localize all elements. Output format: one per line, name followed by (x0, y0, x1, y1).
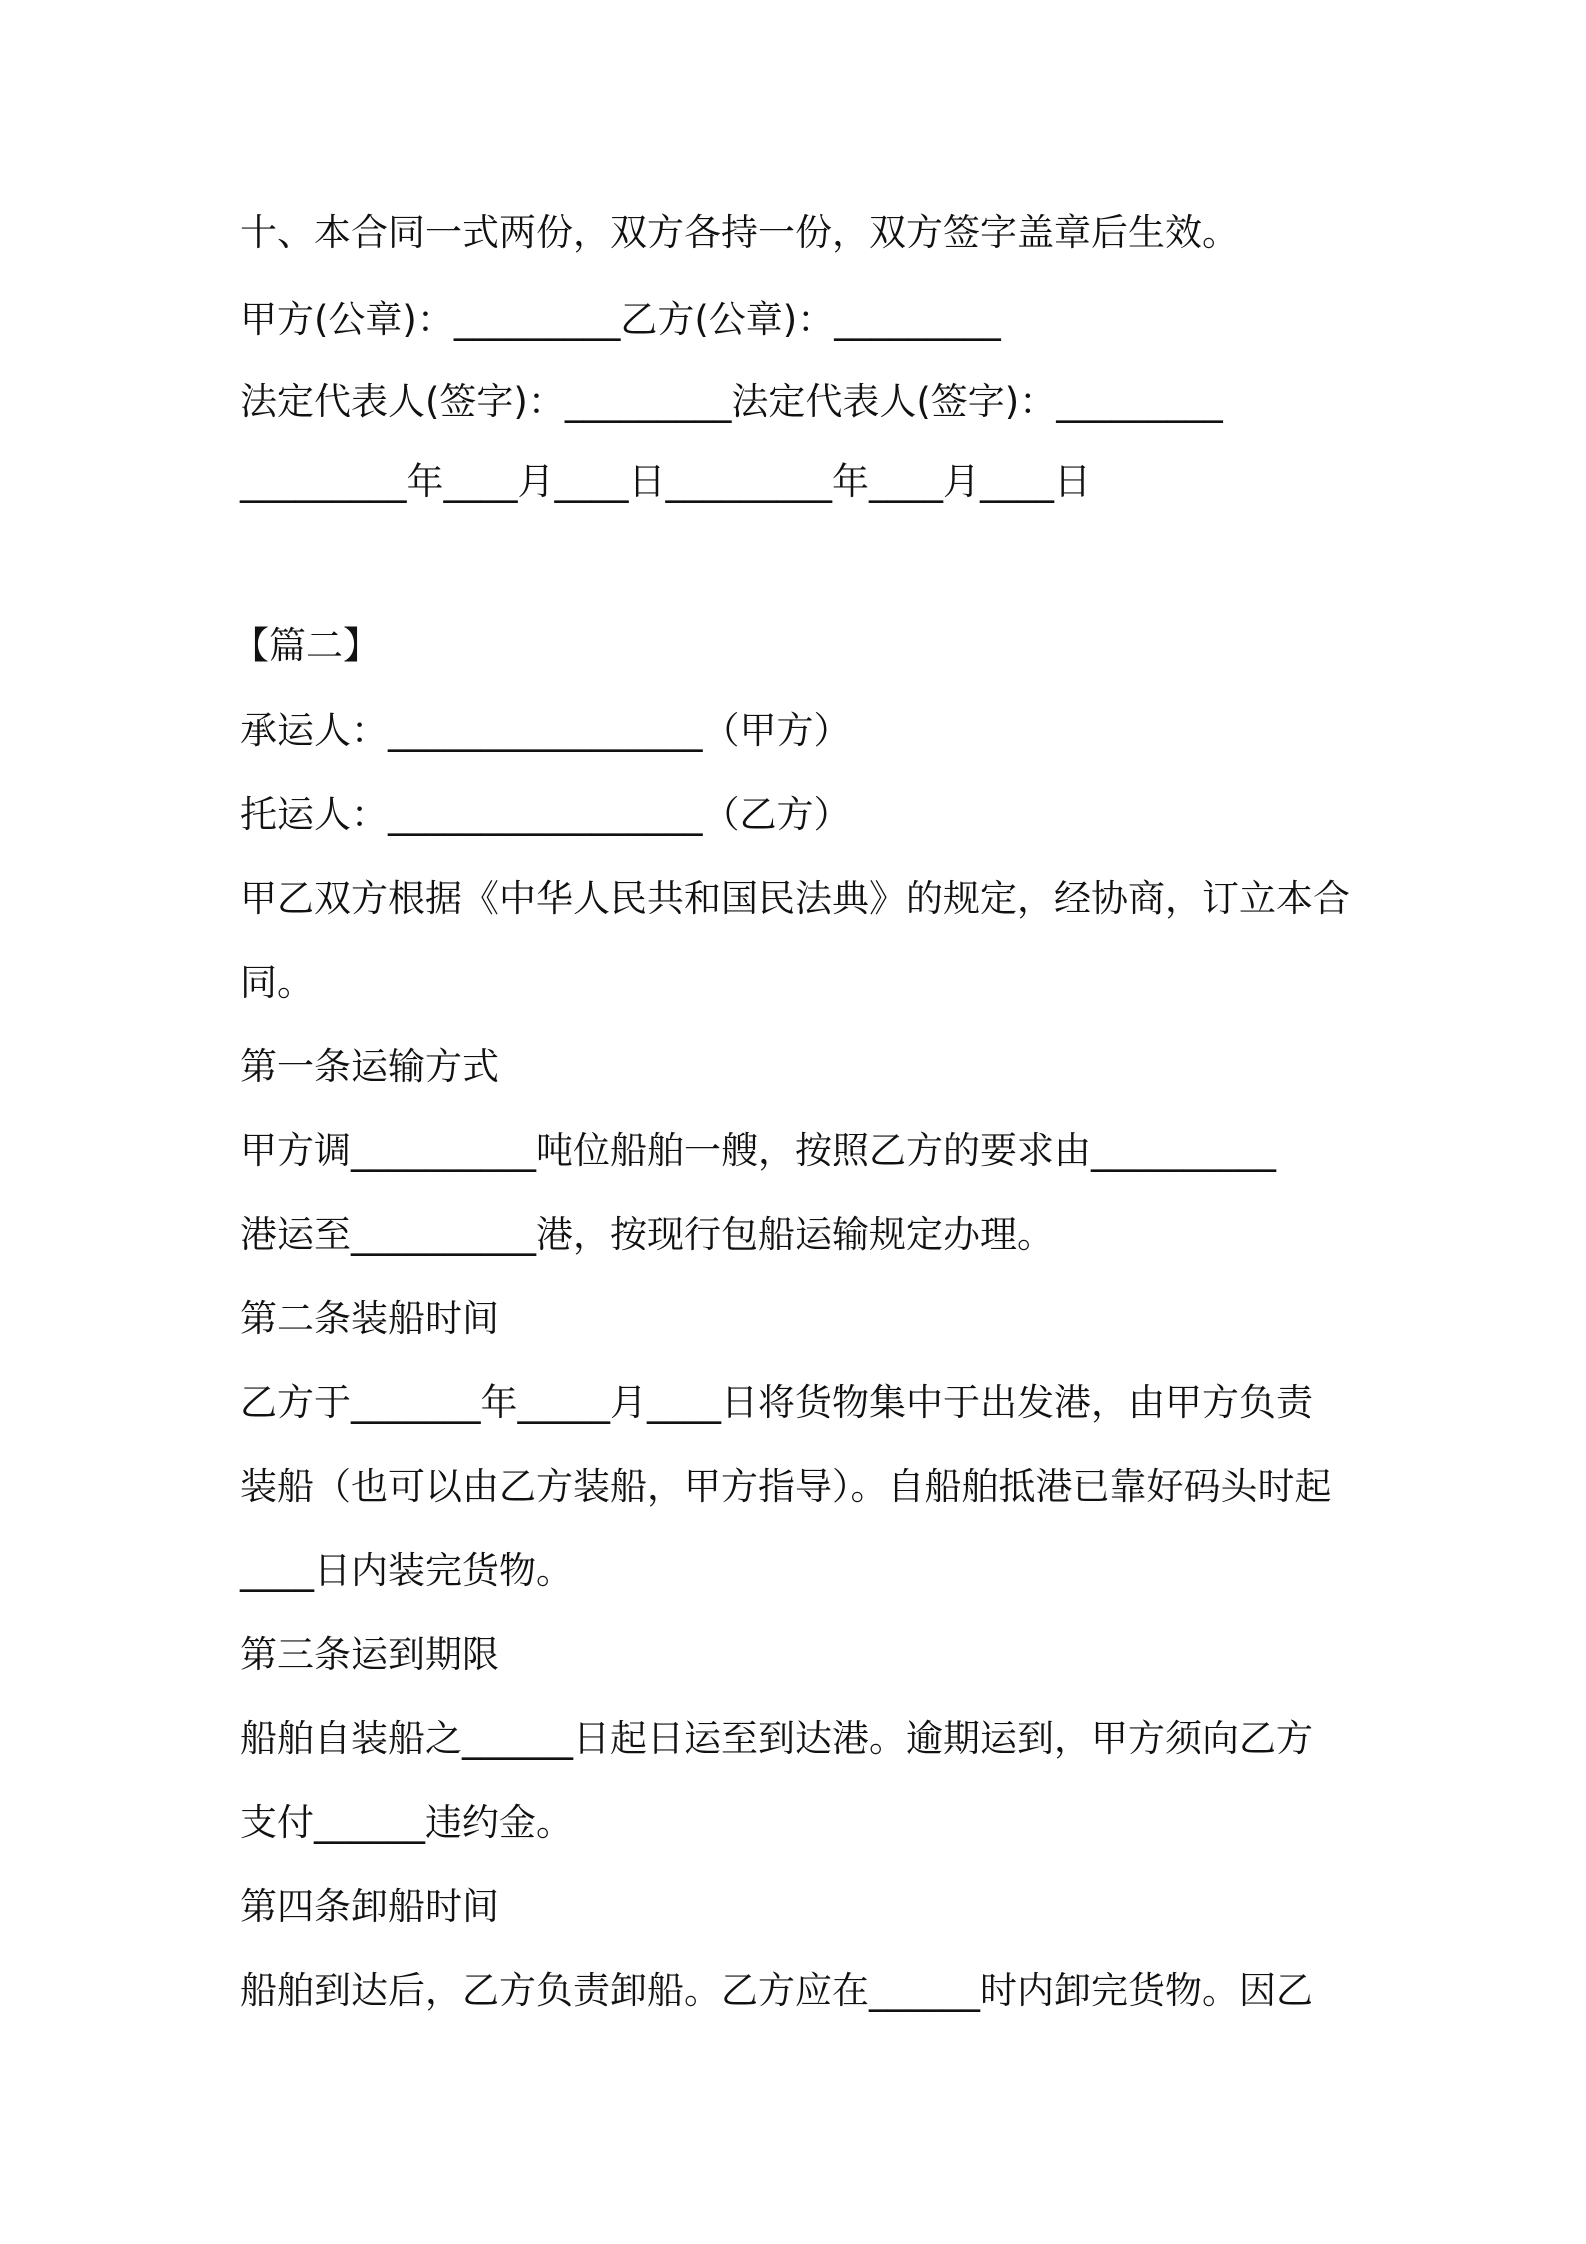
shipper-line: 托运人：_________________（乙方） (240, 793, 851, 836)
preamble-text: 甲乙双方根据《中华人民共和国民法典》的规定，经协商，订立本合 (240, 877, 1350, 920)
article-one-heading: 第一条运输方式 (240, 1045, 499, 1088)
preamble-text-continued: 同。 (240, 961, 314, 1004)
article-two-text-end: ____日内装完货物。 (240, 1549, 573, 1592)
legal-representative-signature-line: 法定代表人(签字)：_________法定代表人(签字)：_________ (240, 380, 1223, 423)
clause-ten-text: 十、本合同一式两份，双方各持一份，双方签字盖章后生效。 (240, 211, 1239, 254)
article-one-text: 甲方调__________吨位船舶一艘，按照乙方的要求由__________ (240, 1129, 1276, 1172)
article-one-text-continued: 港运至__________港，按现行包船运输规定办理。 (240, 1213, 1054, 1256)
carrier-line: 承运人：_________________（甲方） (240, 709, 851, 752)
article-two-text: 乙方于_______年_____月____日将货物集中于出发港，由甲方负责 (240, 1381, 1313, 1424)
article-four-text: 船舶到达后，乙方负责卸船。乙方应在______时内卸完货物。因乙 (240, 1969, 1313, 2012)
article-three-text-continued: 支付______违约金。 (240, 1801, 573, 1844)
section-heading-part-two: 【篇二】 (232, 624, 380, 667)
article-three-heading: 第三条运到期限 (240, 1633, 499, 1676)
article-four-heading: 第四条卸船时间 (240, 1885, 499, 1928)
party-a-b-seal-line: 甲方(公章)：_________乙方(公章)：_________ (240, 298, 1001, 341)
article-two-heading: 第二条装船时间 (240, 1297, 499, 1340)
article-two-text-continued: 装船（也可以由乙方装船，甲方指导）。自船舶抵港已靠好码头时起 (240, 1465, 1332, 1508)
article-three-text: 船舶自装船之______日起日运至到达港。逾期运到，甲方须向乙方 (240, 1717, 1313, 1760)
signing-date-line: _________年____月____日_________年____月____日 (240, 460, 1091, 503)
